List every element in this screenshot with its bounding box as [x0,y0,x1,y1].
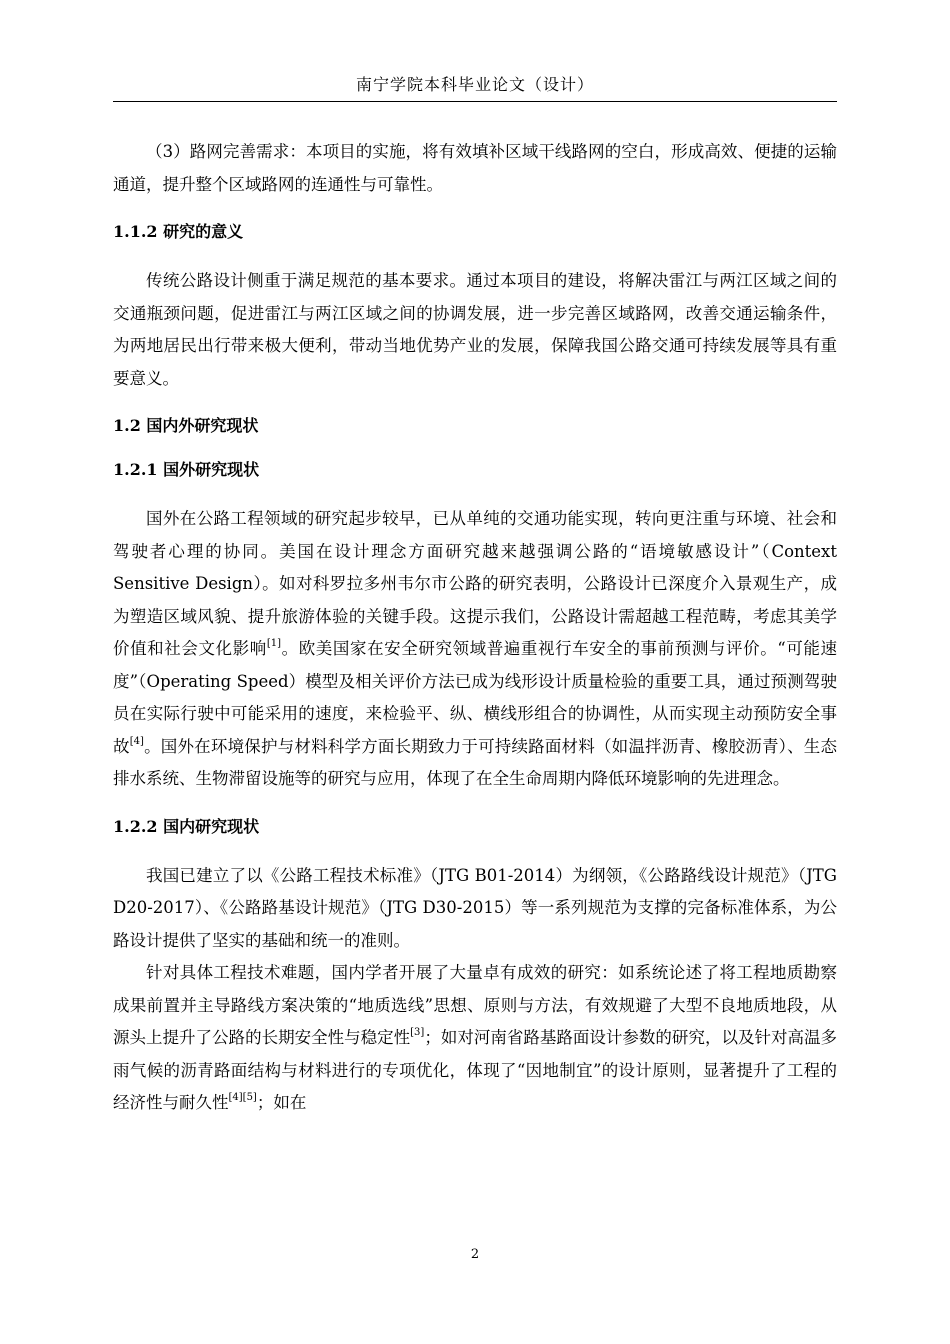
text-segment: 针对具体工程技术难题，国内学者开展了大量卓有成效的研究：如系统论述了将工程地质勘察成果前置并主导路线方案决策的“地质选线”思想、原则与方法，有效规避了大型不良地质地段，从源头上提升了公路的长期安全性与稳定性 [113,963,837,1047]
heading-1-2-2: 1.2.2 国内研究现状 [113,816,260,836]
paragraph-domestic-standards: 我国已建立了以《公路工程技术标准》（JTG B01-2014）为纲领，《公路路线设计规范》（JTG D20-2017）、《公路路基设计规范》（JTG D30-2015）等一系列规范为支撑的完备标准体系，为公路设计提供了坚实的基础和统一的准则。 [113,865,837,950]
page-content [113,136,837,1120]
text-segment: 国外在公路工程领域的研究起步较早，已从单纯的交通功能实现，转向更注重与环境、社会和驾驶者心理的协同。美国在设计理念方面研究越来越强调公路的“语境敏感设计”（Context Sensitive Design）。如对科罗拉多州韦尔市公路的研究表明，公路设计已深度介入景观生产，成为塑造区域风貌、提升旅游体验的关键手段。这提示我们，公路设计需超越工程范畴，考虑其美学价值和社会文化影响 [113,509,837,658]
citation-ref: [4][5] [228,1092,257,1103]
text-segment: 。欧美国家在安全研究领域普遍重视行车安全的事前预测与评价。“可能速度”（Operating Speed）模型及相关评价方法已成为线形设计质量检验的重要工具，通过预测驾驶员在实际行驶中可能采用的速度，来检验平、纵、横线形组合的协调性，从而实现主动预防安全事故 [113,639,838,756]
heading-1-2: 1.2 国内外研究现状 [113,416,259,435]
text-segment: ；如在 [256,1093,307,1112]
paragraph-network-demand: （3）路网完善需求：本项目的实施，将有效填补区域干线路网的空白，形成高效、便捷的运输通道，提升整个区域路网的连通性与可靠性。 [113,142,837,194]
citation-ref: [3] [410,1027,425,1038]
paragraph-significance: 传统公路设计侧重于满足规范的基本要求。通过本项目的建设，将解决雷江与两江区域之间的交通瓶颈问题，促进雷江与两江区域之间的协调发展，进一步完善区域路网，改善交通运输条件，为两地居民出行带来极大便利，带动当地优势产业的发展，保障我国公路交通可持续发展等具有重要意义。 [113,271,837,388]
citation-ref: [1] [266,638,282,649]
page-number: 2 [470,1247,480,1262]
paragraph-domestic-research [113,957,837,1120]
text-segment: 。国外在环境保护与材料科学方面长期致力于可持续路面材料（如温拌沥青、橡胶沥青）、生态排水系统、生物滞留设施等的研究与应用，体现了在全生命周期内降低环境影响的先进理念。 [113,736,838,788]
citation-ref: [4] [129,735,144,747]
heading-1-2-1: 1.2.1 国外研究现状 [113,460,260,479]
running-header: 南宁学院本科毕业论文（设计） [355,75,594,94]
paragraph-foreign-research [113,503,837,796]
heading-1-1-2: 1.1.2 研究的意义 [113,222,244,241]
text-segment: ；如对河南省路基路面设计参数的研究，以及针对高温多雨气候的沥青路面结构与材料进行的专项优化，体现了“因地制宜”的设计原则，显著提升了工程的经济性与耐久性 [113,1028,837,1112]
header-rule [113,101,837,102]
